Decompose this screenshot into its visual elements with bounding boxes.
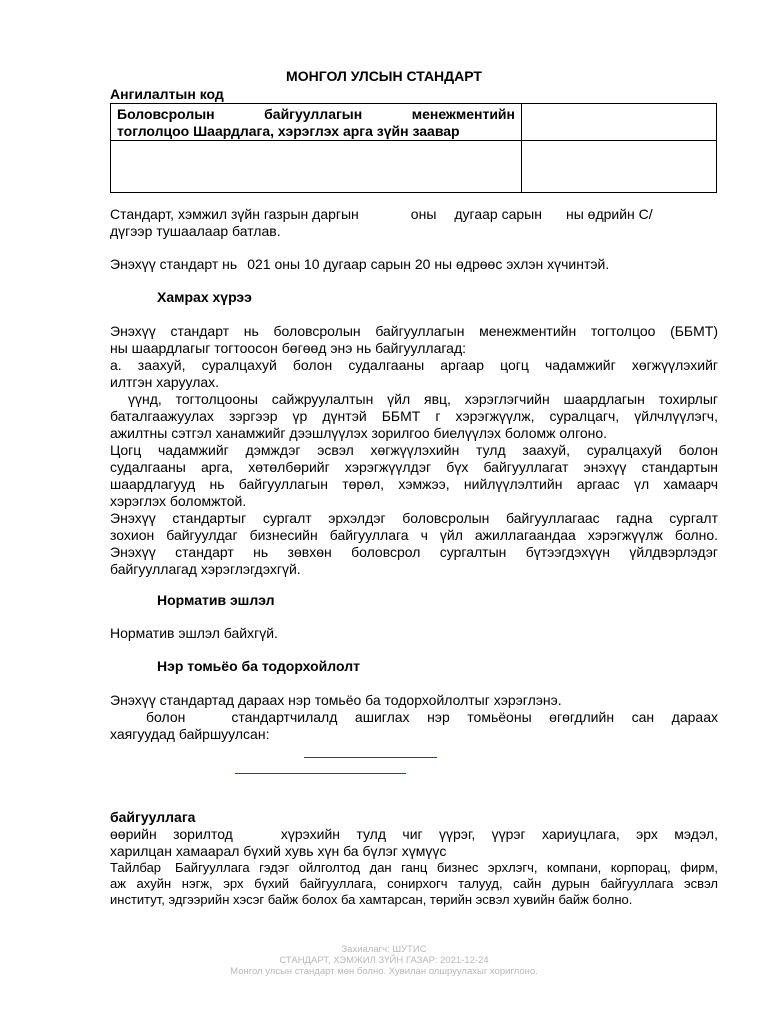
approval-text-line2: дүгээр тушаалаар батлав. [110,223,281,239]
scope-line: ажилтны сэтгэл ханамжийг дээшлүүлэх зорилгоо биелүүлэх боломж олгоно. [110,425,608,441]
effective-text-b: 021 оны 10 дугаар сарын 20 ны өдрөөс эхлэн хүчинтэй. [247,256,610,272]
database-link-1[interactable] [304,757,437,758]
footer-watermark [0,944,768,977]
note-line: аж ахуйн нэгж, эрх бүхий байгууллага, сонирхогч талууд, сайн дурын байгууллага эсвэл [110,876,718,891]
page-title: МОНГОЛ УЛСЫН СТАНДАРТ [286,68,482,84]
database-link-2[interactable] [235,773,406,774]
scope-line: Цогц чадамжийг дэмждэг эсвэл хөгжүүлэхийн тулд заахуй, суралцахуй болон [110,442,718,458]
code-cell-top [522,104,717,141]
terms-db-a: болон [146,709,186,725]
scope-line: илтгэн харуулах. [110,374,220,390]
approval-text-d: ны өдрийн С/ [565,206,653,222]
note-line1-text: Байгууллага гэдэг ойлголтод дан ганц бизнес эрхлэгч, компани, корпорац, фирм, [175,860,718,875]
scope-line: үүнд, тогтолцооны сайжруулалтын үйл явц, хэрэглэгчийн шаардлагын тохирлыг [128,391,718,407]
note-line [110,860,718,876]
effective-date-statement [110,256,718,273]
scope-line: зохион байгуулдаг бизнесийн байгууллага ч үйл ажиллагаандаа хэрэгжүүлж болно. [110,527,718,543]
definition-line [110,826,718,843]
footer-notice: Монгол улсын стандарт мөн болно. Хувилан олшруулахыг хориглоно. [230,966,538,977]
approval-statement [110,206,718,240]
normative-heading: Норматив эшлэл [157,592,275,608]
scope-line: ны шаардлагыг тогтоосон бөгөөд энэ нь байгууллагад: [110,340,467,356]
scope-line: Энэхүү стандартыг сургалт эрхэлдэг боловсролын байгууллагаас гадна сургалт [110,510,718,526]
terms-database-line1 [110,709,718,726]
note-label: Тайлбар [110,860,162,875]
standard-name-line2: тоглолцоо Шаардлага, хэрэглэх арга зүйн заавар [117,123,460,139]
term-organization-note [110,860,718,908]
definition-a: өөрийн зорилтод [110,826,233,842]
scope-line: шаардлагууд нь байгууллагын төрөл, хэмжээ, нийлүүлэлтийн аргаас үл хамаарч [110,476,718,492]
term-organization-label: байгууллага [110,809,196,825]
scope-heading: Хамрах хүрээ [157,289,252,305]
empty-cell-right [522,141,717,193]
approval-text-b: оны [410,206,437,222]
definition-b: хүрэхийн тулд чиг үүрэг, үүрэг хариуцлага, эрх мэдэл, [280,826,718,842]
scope-line: а. заахуй, суралцахуй болон судалгааны аргаар цогц чадамжийг хөгжүүлэхийг [110,357,718,373]
terms-body [110,692,718,743]
scope-line: баталгаажуулах зэргээр үр дүнтэй ББМТ г хэрэгжүүлж, суралцагч, үйлчлүүлэгч, [110,408,718,424]
scope-body [110,323,718,578]
empty-cell-left [111,141,522,193]
terms-db-b: стандартчилалд ашиглах нэр томьёоны өгөгдлийн сан дараах [231,709,718,725]
scope-line: Энэхүү стандарт нь зөвхөн боловсрол сургалтын бүтээгдэхүүн үйлдвэрлэдэг [110,544,718,560]
effective-text-a: Энэхүү стандарт нь [110,256,238,272]
normative-text: Норматив эшлэл байхгүй. [110,625,278,641]
definition-line2: харилцан хамаарал бүхий хувь хүн ба бүлэг хүмүүс [110,843,447,859]
terms-heading: Нэр томьёо ба тодорхойлолт [157,658,360,674]
footer-customer: Захиалагч: ШУТИС [341,944,427,955]
scope-line: байгууллагад хэрэглэгдэхгүй. [110,561,301,577]
scope-line: хэрэглэх боломжтой. [110,493,247,509]
note-line: институт, эдгээрийн хэсэг байж болох ба хамтарсан, төрийн эсвэл хувийн байж болно. [110,892,633,907]
terms-database-line2: хаягуудад байршуулсан: [110,726,270,742]
approval-text-a: Стандарт, хэмжил зүйн газрын даргын [110,206,359,222]
standard-name-cell [111,104,522,141]
scope-line: Энэхүү стандарт нь боловсролын байгууллагын менежментийн тогтолцоо (ББМТ) [110,323,718,339]
approval-text-c: дугаар сарын [454,206,542,222]
scope-line: судалгааны арга, хөтөлбөрийг хэрэгжүүлдэг бүх байгууллагат энэхүү стандартын [110,459,718,475]
term-organization-definition [110,826,718,860]
footer-agency: СТАНДАРТ, ХЭМЖИЛ ЗҮЙН ГАЗАР: 2021-12-24 [279,955,489,966]
classification-code-label: Ангилалтын код [110,86,224,102]
terms-intro: Энэхүү стандартад дараах нэр томьёо ба тодорхойлолтыг хэрэглэнэ. [110,692,562,708]
standard-name-line1: Боловсролын байгууллагын менежментийн [117,106,515,122]
standard-info-table [110,103,717,193]
